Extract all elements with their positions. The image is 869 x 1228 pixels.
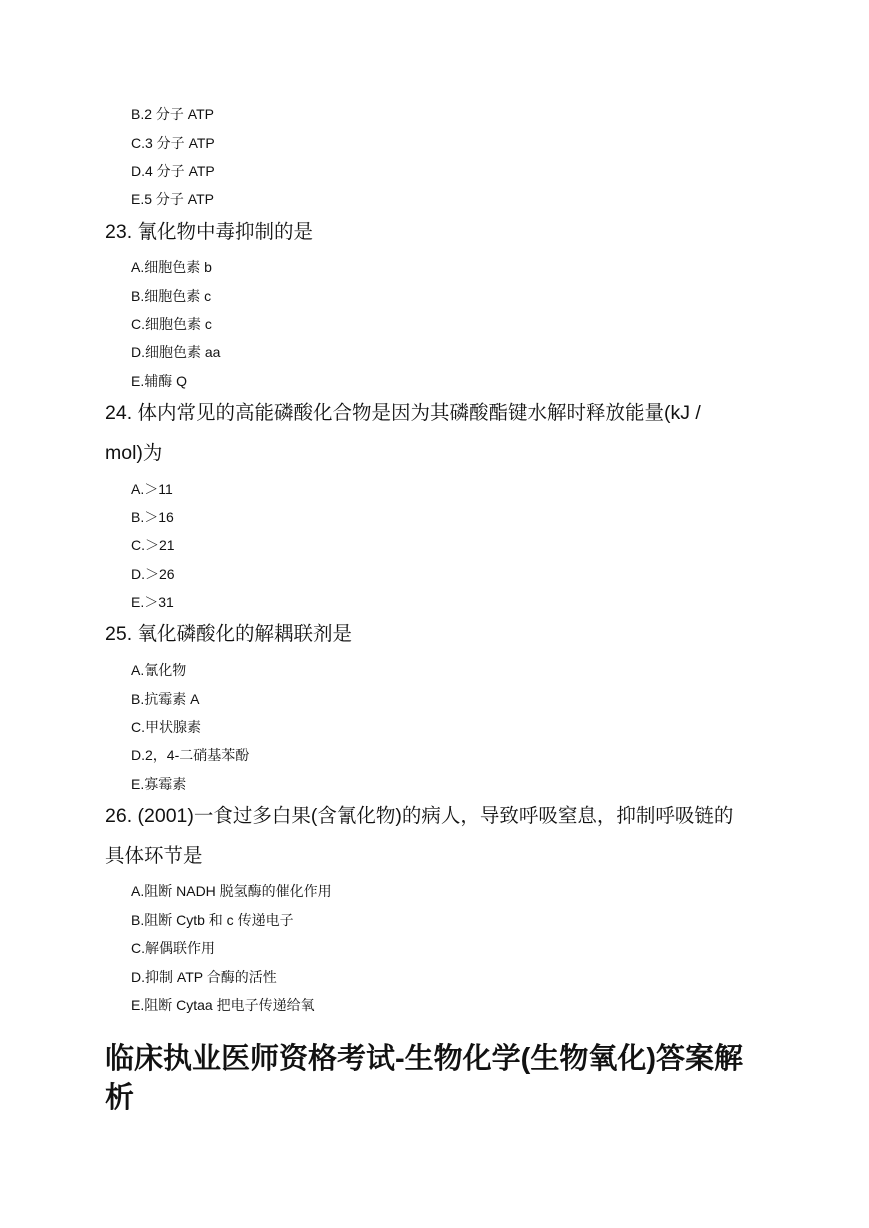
answer-section-heading-line-2: 析 [105, 1082, 135, 1114]
option-25-e: E.寡霉素 [131, 776, 187, 792]
option-24-e: E.＞31 [131, 594, 174, 610]
question-23: 23. 氰化物中毒抑制的是 [105, 221, 314, 243]
option-25-d: D.2，4-二硝基苯酚 [131, 747, 250, 763]
question-25: 25. 氧化磷酸化的解耦联剂是 [105, 623, 353, 645]
option-24-c: C.＞21 [131, 537, 175, 553]
option-25-b: B.抗霉素 A [131, 691, 200, 707]
question-24-line-1: 24. 体内常见的高能磷酸化合物是因为其磷酸酯键水解时释放能量(kJ / [105, 402, 701, 424]
option-24-a: A.＞11 [131, 481, 173, 497]
question-24-line-2: mol)为 [105, 442, 163, 464]
option-26-b: B.阻断 Cytb 和 c 传递电子 [131, 912, 294, 928]
option-22-c: C.3 分子 ATP [131, 135, 215, 151]
option-23-c: C.细胞色素 c [131, 316, 212, 332]
option-23-e: E.辅酶 Q [131, 373, 188, 389]
option-25-c: C.甲状腺素 [131, 719, 201, 735]
option-25-a: A.氰化物 [131, 662, 187, 678]
option-26-e: E.阻断 Cytaa 把电子传递给氧 [131, 997, 315, 1013]
option-22-e: E.5 分子 ATP [131, 191, 214, 207]
question-26-line-1: 26. (2001)一食过多白果(含氰化物)的病人，导致呼吸窒息，抑制呼吸链的 [105, 805, 734, 827]
option-23-b: B.细胞色素 c [131, 288, 212, 304]
option-26-a: A.阻断 NADH 脱氢酶的催化作用 [131, 883, 332, 899]
option-22-d: D.4 分子 ATP [131, 163, 215, 179]
option-23-d: D.细胞色素 aa [131, 344, 221, 360]
question-26-line-2: 具体环节是 [105, 845, 203, 867]
answer-section-heading-line-1: 临床执业医师资格考试-生物化学(生物氧化)答案解 [105, 1043, 743, 1075]
option-26-d: D.抑制 ATP 合酶的活性 [131, 969, 277, 985]
option-24-d: D.＞26 [131, 566, 175, 582]
option-26-c: C.解偶联作用 [131, 940, 215, 956]
option-24-b: B.＞16 [131, 509, 174, 525]
option-23-a: A.细胞色素 b [131, 259, 212, 275]
option-22-b: B.2 分子 ATP [131, 106, 214, 122]
